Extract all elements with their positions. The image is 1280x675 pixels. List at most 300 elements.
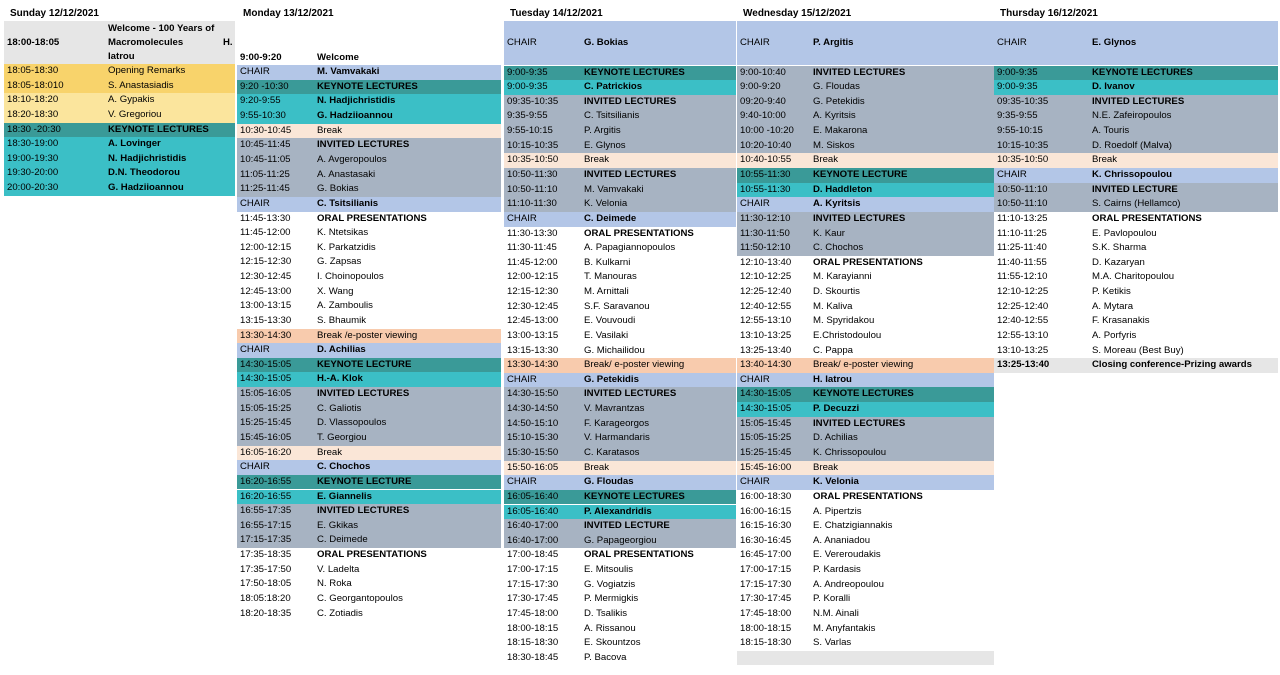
row-time: 11:30-13:30 bbox=[507, 227, 558, 239]
row-label: Break bbox=[1092, 154, 1118, 166]
schedule-row bbox=[237, 314, 501, 329]
schedule-row bbox=[237, 94, 501, 109]
schedule-row bbox=[4, 166, 235, 181]
row-label: N. Roka bbox=[317, 578, 352, 590]
row-time: 15:30-15:50 bbox=[507, 446, 559, 458]
row-label: P. Mermigkis bbox=[584, 593, 639, 605]
row-time: 9:55-10:30 bbox=[240, 110, 286, 122]
row-label: INVITED LECTURES bbox=[1092, 95, 1185, 107]
row-time: 16:45-17:00 bbox=[740, 549, 792, 561]
row-time: 18:15-18:30 bbox=[740, 637, 792, 649]
row-time: 12:25-12:40 bbox=[997, 300, 1049, 312]
row-label: F. Karageorgos bbox=[584, 417, 650, 429]
row-time: 11:45-12:00 bbox=[507, 256, 558, 268]
row-time: 20:00-20:30 bbox=[7, 182, 59, 194]
schedule-row bbox=[237, 533, 501, 548]
schedule-row bbox=[737, 578, 994, 593]
row-time: CHAIR bbox=[507, 476, 537, 488]
row-time: 9:35-9:55 bbox=[507, 110, 548, 122]
row-time: 13:10-13:25 bbox=[997, 344, 1049, 356]
schedule-row bbox=[737, 461, 994, 476]
row-time: 11:55-12:10 bbox=[997, 271, 1048, 283]
schedule-row bbox=[237, 402, 501, 417]
schedule-row bbox=[237, 270, 501, 285]
schedule-row bbox=[504, 197, 736, 212]
row-label: S. Cairns (Hellamco) bbox=[1092, 198, 1181, 210]
schedule-row bbox=[737, 95, 994, 110]
row-time: 16:30-16:45 bbox=[740, 534, 792, 546]
schedule-row bbox=[504, 270, 736, 285]
row-label: E. Vereroudakis bbox=[813, 549, 881, 561]
row-label: H.-A. Klok bbox=[317, 373, 363, 385]
day-column-1 bbox=[4, 0, 235, 675]
schedule-row bbox=[237, 592, 501, 607]
row-time: 18:05:18:20 bbox=[240, 592, 291, 604]
row-label: D. Achilias bbox=[317, 344, 366, 356]
row-label: INVITED LECTURES bbox=[813, 417, 906, 429]
row-label: G. Papageorgiou bbox=[584, 534, 657, 546]
row-time: 12:15-12:30 bbox=[507, 286, 559, 298]
schedule-row bbox=[994, 270, 1278, 285]
row-label: C. Deimede bbox=[317, 534, 368, 546]
row-label: D. Tsalikis bbox=[584, 607, 628, 619]
schedule-row bbox=[237, 299, 501, 314]
schedule-row bbox=[737, 592, 994, 607]
row-time: 13:00-13:15 bbox=[240, 300, 292, 312]
row-time: 11:40-11:55 bbox=[997, 256, 1047, 268]
schedule-row bbox=[737, 80, 994, 95]
row-label: K. Parkatzidis bbox=[317, 241, 376, 253]
row-label: KEYNOTE LECTURES bbox=[108, 123, 209, 135]
row-time: 15:50-16:05 bbox=[507, 461, 559, 473]
row-label: Break /e-poster viewing bbox=[317, 329, 418, 341]
day-header: Wednesday 15/12/2021 bbox=[743, 8, 852, 19]
schedule-row bbox=[504, 344, 736, 359]
row-label: M. Siskos bbox=[813, 139, 855, 151]
row-label: E. Gkikas bbox=[317, 519, 359, 531]
schedule-row bbox=[4, 181, 235, 196]
row-time: 15:10-15:30 bbox=[507, 432, 559, 444]
row-label: KEYNOTE LECTURE bbox=[813, 169, 908, 180]
row-label: K. Chrissopoulou bbox=[1092, 169, 1172, 180]
row-label: C. Patrickios bbox=[584, 81, 643, 93]
row-time: 9:40-10:00 bbox=[740, 110, 786, 122]
row-label: M. Kaliva bbox=[813, 300, 853, 312]
schedule-row bbox=[737, 168, 994, 183]
welcome-time: 18:00-18:05 bbox=[7, 37, 60, 48]
row-label: KEYNOTE LECTURES bbox=[317, 80, 418, 92]
row-time: 18:05-18:30 bbox=[7, 65, 59, 76]
row-label: G. Michailidou bbox=[584, 344, 645, 356]
row-label: S. Varlas bbox=[813, 637, 852, 649]
schedule-row bbox=[4, 137, 235, 152]
row-time: 12:40-12:55 bbox=[740, 300, 792, 312]
row-time: 10:15-10:35 bbox=[997, 139, 1049, 151]
row-time: 13:10-13:25 bbox=[740, 329, 792, 341]
schedule-row bbox=[737, 505, 994, 520]
row-label: D. Roedolf (Malva) bbox=[1092, 139, 1172, 151]
row-time: 10:50-11:30 bbox=[507, 169, 558, 180]
row-time: 12:45-13:00 bbox=[240, 285, 292, 297]
schedule-row bbox=[4, 108, 235, 123]
schedule-row bbox=[237, 358, 501, 373]
row-time: 16:20-16:55 bbox=[240, 490, 292, 502]
row-time: 11:10-11:25 bbox=[997, 227, 1047, 239]
row-time: 18:00-18:15 bbox=[507, 622, 559, 634]
row-label: C. Pappa bbox=[813, 344, 854, 356]
schedule-row bbox=[504, 519, 736, 534]
schedule-row bbox=[504, 431, 736, 446]
row-label: X. Wang bbox=[317, 285, 354, 297]
welcome-title-line: Iatrou bbox=[108, 51, 135, 62]
row-label: Break bbox=[317, 446, 343, 458]
row-time: 17:15-17:30 bbox=[740, 578, 792, 590]
schedule-row bbox=[737, 358, 994, 373]
row-time: 09:20-9:40 bbox=[740, 95, 786, 107]
row-time: 11:10-11:30 bbox=[507, 198, 557, 210]
row-label: S.F. Saravanou bbox=[584, 300, 650, 312]
row-time: 18:10-18:20 bbox=[7, 94, 59, 106]
row-time: 13:40-14:30 bbox=[740, 359, 792, 371]
row-time: 15:25-15:45 bbox=[740, 446, 792, 458]
welcome-block bbox=[4, 21, 235, 64]
schedule-row bbox=[237, 285, 501, 300]
row-time: 17:35-17:50 bbox=[240, 563, 292, 575]
chair-header-row bbox=[994, 21, 1278, 65]
schedule-row bbox=[737, 548, 994, 563]
row-label: E. Vasilaki bbox=[584, 329, 629, 341]
row-label: P. Alexandridis bbox=[584, 505, 652, 517]
schedule-row bbox=[737, 139, 994, 154]
row-time: 11:30-11:50 bbox=[740, 227, 790, 239]
row-time: 9:00-9:20 bbox=[240, 51, 282, 63]
row-label: P. Kardasis bbox=[813, 564, 861, 576]
row-label: P. Argitis bbox=[813, 37, 854, 48]
schedule-row bbox=[504, 95, 736, 110]
schedule-row bbox=[237, 416, 501, 431]
schedule-row bbox=[237, 607, 501, 622]
row-label: E. Mitsoulis bbox=[584, 564, 634, 576]
row-time: 12:55-13:10 bbox=[740, 315, 792, 327]
row-time: 18:05-18:010 bbox=[7, 79, 64, 91]
schedule-row bbox=[504, 373, 736, 388]
schedule-row bbox=[504, 607, 736, 622]
row-label: ORAL PRESENTATIONS bbox=[317, 212, 427, 224]
row-label: M. Vamvakaki bbox=[584, 183, 644, 195]
row-time: 14:30-15:05 bbox=[740, 388, 792, 400]
row-time: 16:05-16:20 bbox=[240, 446, 292, 458]
schedule-row bbox=[737, 153, 994, 168]
row-time: 9:00-9:35 bbox=[997, 81, 1038, 93]
row-label: T. Georgiou bbox=[317, 431, 367, 443]
schedule-row bbox=[504, 358, 736, 373]
schedule-row bbox=[737, 124, 994, 139]
row-time: 10:50-11:10 bbox=[997, 198, 1048, 210]
row-label: INVITED LECTURES bbox=[584, 95, 677, 107]
row-label: M.A. Charitopoulou bbox=[1092, 271, 1175, 283]
row-label: K. Velonia bbox=[813, 476, 859, 488]
row-time: 17:00-18:45 bbox=[507, 549, 559, 561]
row-time: 12:10-13:40 bbox=[740, 256, 792, 268]
row-label: G. Petekidis bbox=[813, 95, 865, 107]
schedule-row bbox=[504, 461, 736, 476]
row-time: 17:35-18:35 bbox=[240, 549, 292, 561]
row-time: 9:00-9:35 bbox=[507, 81, 548, 93]
row-label: C. Tsitsilianis bbox=[584, 110, 640, 122]
schedule-row bbox=[994, 124, 1278, 139]
schedule-row bbox=[237, 475, 501, 490]
schedule-row bbox=[737, 66, 994, 81]
row-label: C. Galiotis bbox=[317, 402, 362, 414]
schedule-row bbox=[237, 504, 501, 519]
row-label: G. Hadziioannou bbox=[108, 182, 184, 194]
schedule-row bbox=[504, 387, 736, 402]
schedule-row bbox=[237, 490, 501, 505]
schedule-row bbox=[737, 183, 994, 198]
row-time: 15:05-15:25 bbox=[240, 402, 292, 414]
row-time: 17:30-17:45 bbox=[507, 593, 559, 605]
schedule-row bbox=[504, 314, 736, 329]
schedule-row bbox=[237, 80, 501, 95]
row-time: 10:15-10:35 bbox=[507, 139, 559, 151]
schedule-row bbox=[504, 168, 736, 183]
schedule-row bbox=[504, 534, 736, 549]
schedule-row bbox=[237, 255, 501, 270]
row-time: 17:15-17:30 bbox=[507, 578, 559, 590]
row-label: ORAL PRESENTATIONS bbox=[813, 256, 923, 268]
row-time: 16:00-18:30 bbox=[740, 490, 792, 502]
row-time: CHAIR bbox=[740, 476, 770, 488]
schedule-row bbox=[237, 431, 501, 446]
schedule-row bbox=[504, 66, 736, 81]
schedule-row bbox=[737, 636, 994, 651]
schedule-row bbox=[504, 505, 736, 520]
row-time: 16:05-16:40 bbox=[507, 505, 559, 517]
row-time: 15:25-15:45 bbox=[240, 417, 292, 429]
welcome-title-line: Welcome - 100 Years of bbox=[108, 23, 215, 34]
schedule-row bbox=[237, 168, 501, 183]
row-time: 18:30-19:00 bbox=[7, 138, 59, 150]
row-label: G. Petekidis bbox=[584, 373, 639, 385]
schedule-row bbox=[737, 417, 994, 432]
row-time: 16:00-16:15 bbox=[740, 505, 792, 517]
row-time: 10:20-10:40 bbox=[740, 139, 792, 151]
schedule-row bbox=[737, 212, 994, 227]
row-label: Break/ e-poster viewing bbox=[813, 359, 914, 371]
row-label: D. Haddleton bbox=[813, 183, 873, 195]
row-time: 12:00-12:15 bbox=[507, 271, 559, 283]
row-time: 10:35-10:50 bbox=[997, 154, 1049, 166]
row-label: INVITED LECTURES bbox=[317, 505, 410, 517]
schedule-row bbox=[737, 622, 994, 637]
row-label: S.K. Sharma bbox=[1092, 242, 1147, 254]
schedule-row bbox=[737, 534, 994, 549]
row-time: 18:20-18:30 bbox=[7, 108, 59, 120]
row-label: E. Glynos bbox=[1092, 37, 1137, 48]
row-time: CHAIR bbox=[507, 212, 537, 224]
row-label: P. Ketikis bbox=[1092, 286, 1131, 298]
row-time: 13:25-13:40 bbox=[997, 359, 1050, 371]
day-header: Tuesday 14/12/2021 bbox=[510, 8, 603, 19]
row-label: S. Anastasiadis bbox=[108, 79, 174, 91]
schedule-row bbox=[737, 519, 994, 534]
schedule-row bbox=[504, 139, 736, 154]
row-time: 11:25-11:40 bbox=[997, 242, 1047, 254]
row-label: S. Bhaumik bbox=[317, 314, 367, 326]
schedule-row bbox=[237, 241, 501, 256]
row-time: 19:00-19:30 bbox=[7, 152, 59, 164]
row-time: 17:50-18:05 bbox=[240, 578, 292, 590]
row-label: KEYNOTE LECTURE bbox=[317, 358, 412, 370]
row-label: ORAL PRESENTATIONS bbox=[813, 490, 923, 502]
row-time: 9:55-10:15 bbox=[997, 125, 1043, 137]
schedule-row bbox=[504, 402, 736, 417]
row-time: 9:00-9:20 bbox=[740, 81, 781, 93]
row-label: N.M. Ainali bbox=[813, 607, 859, 619]
welcome-title-line: Macromolecules bbox=[108, 37, 184, 48]
schedule-row bbox=[737, 490, 994, 505]
row-time: CHAIR bbox=[507, 373, 537, 385]
schedule-row bbox=[737, 227, 994, 242]
row-label: A. Pipertzis bbox=[813, 505, 862, 517]
row-label: D. Vlassopoulos bbox=[317, 417, 387, 429]
row-time: 10:30-10:45 bbox=[240, 124, 292, 136]
row-time: 10:40-10:55 bbox=[740, 154, 792, 166]
row-label: A. Andreopoulou bbox=[813, 578, 884, 590]
row-label: D. Achilias bbox=[813, 432, 858, 444]
row-label: G. Zapsas bbox=[317, 256, 362, 268]
row-time: 10:35-10:50 bbox=[507, 154, 559, 166]
schedule-row bbox=[237, 563, 501, 578]
row-time: 13:00-13:15 bbox=[507, 329, 559, 341]
schedule-row bbox=[737, 344, 994, 359]
schedule-row bbox=[994, 344, 1278, 359]
schedule-row bbox=[737, 300, 994, 315]
schedule-row bbox=[737, 197, 994, 212]
row-time: 18:00-18:15 bbox=[740, 622, 792, 634]
schedule-row bbox=[504, 212, 736, 227]
schedule-row bbox=[504, 651, 736, 666]
schedule-row bbox=[994, 212, 1278, 227]
schedule-row bbox=[504, 80, 736, 95]
row-time: 10:50-11:10 bbox=[997, 183, 1048, 195]
schedule-row bbox=[504, 329, 736, 344]
row-label: D. Ivanov bbox=[1092, 81, 1135, 93]
row-time: 15:05-15:25 bbox=[740, 432, 792, 444]
row-label: A. Porfyris bbox=[1092, 329, 1137, 341]
row-label: E. Chatzigiannakis bbox=[813, 520, 893, 532]
row-time: 14:30-15:05 bbox=[240, 358, 292, 370]
row-label: V. Harmandaris bbox=[584, 432, 650, 444]
schedule-row bbox=[237, 329, 501, 344]
row-label: A. Papagiannopoulos bbox=[584, 242, 676, 254]
row-time: 18:20-18:35 bbox=[240, 607, 292, 619]
schedule-row bbox=[504, 563, 736, 578]
row-label: P. Koralli bbox=[813, 593, 851, 605]
row-label: M. Arnittali bbox=[584, 286, 629, 298]
row-time: 11:10-13:25 bbox=[997, 212, 1048, 224]
row-label: E.Christodoulou bbox=[813, 329, 882, 341]
schedule-row bbox=[237, 124, 501, 139]
row-label: A. Touris bbox=[1092, 125, 1130, 137]
schedule-row bbox=[994, 168, 1278, 183]
schedule-row bbox=[504, 153, 736, 168]
schedule-row bbox=[737, 651, 994, 666]
row-time: 11:30-11:45 bbox=[507, 242, 557, 254]
row-time: 9:55-10:15 bbox=[507, 125, 553, 137]
row-time: 10:50-11:10 bbox=[507, 183, 558, 195]
row-time: 10:55-11:30 bbox=[740, 183, 791, 195]
schedule-row bbox=[237, 548, 501, 563]
row-time: 14:30-14:50 bbox=[507, 403, 559, 415]
row-label: INVITED LECTURES bbox=[584, 169, 677, 180]
row-label: A. Zamboulis bbox=[317, 300, 373, 312]
row-label: A. Lovinger bbox=[108, 138, 161, 150]
schedule-row bbox=[237, 387, 501, 402]
schedule-row bbox=[994, 109, 1278, 124]
schedule-row bbox=[504, 636, 736, 651]
row-time: 12:30-12:45 bbox=[240, 271, 292, 283]
row-label: Break bbox=[813, 461, 839, 473]
row-label: D.N. Theodorou bbox=[108, 167, 180, 179]
row-label: C. Tsitsilianis bbox=[317, 197, 379, 209]
row-time: 17:00-17:15 bbox=[740, 564, 792, 576]
row-time: 11:45-13:30 bbox=[240, 212, 291, 224]
row-label: INVITED LECTURES bbox=[584, 388, 677, 400]
row-time: 14:30-15:05 bbox=[740, 403, 792, 415]
row-time: 18:30-18:45 bbox=[507, 651, 559, 663]
row-time: 9:00-9:35 bbox=[507, 66, 548, 78]
row-time: 17:45-18:00 bbox=[507, 607, 559, 619]
row-label: E. Vouvoudi bbox=[584, 315, 636, 327]
row-label: Closing conference-Prizing awards bbox=[1092, 359, 1252, 371]
schedule-row bbox=[737, 563, 994, 578]
row-label: Break bbox=[584, 154, 610, 166]
schedule-row bbox=[4, 79, 235, 94]
row-label: M. Vamvakaki bbox=[317, 66, 380, 78]
schedule-row bbox=[504, 109, 736, 124]
row-label: ORAL PRESENTATIONS bbox=[584, 227, 694, 239]
row-label: P. Bacova bbox=[584, 651, 627, 663]
schedule-row bbox=[4, 123, 235, 138]
row-label: INVITED LECTURE bbox=[1092, 183, 1178, 195]
schedule-row bbox=[504, 241, 736, 256]
row-time: 11:45-12:00 bbox=[240, 227, 291, 239]
row-time: 9:00-9:35 bbox=[997, 66, 1038, 78]
schedule-row bbox=[237, 212, 501, 227]
schedule-row bbox=[504, 227, 736, 242]
row-time: 12:25-12:40 bbox=[740, 286, 792, 298]
row-label: G. Floudas bbox=[813, 81, 860, 93]
row-label: ORAL PRESENTATIONS bbox=[1092, 212, 1202, 224]
row-label: G. Hadziioannou bbox=[317, 110, 393, 122]
row-time: 16:40-17:00 bbox=[507, 534, 559, 546]
row-time: 14:30-15:05 bbox=[240, 373, 292, 385]
schedule-row bbox=[994, 227, 1278, 242]
row-label: Break bbox=[584, 461, 610, 473]
schedule-row bbox=[994, 256, 1278, 271]
schedule-row bbox=[237, 138, 501, 153]
row-label: D. Skourtis bbox=[813, 286, 860, 298]
row-time: 11:50-12:10 bbox=[740, 242, 791, 254]
day-header: Sunday 12/12/2021 bbox=[10, 8, 99, 19]
schedule-row bbox=[237, 446, 501, 461]
row-label: K. Chrissopoulou bbox=[813, 446, 887, 458]
row-time: 9:35-9:55 bbox=[997, 110, 1038, 122]
row-label: A. Kyritsis bbox=[813, 198, 861, 210]
row-time: 10:45-11:45 bbox=[240, 139, 291, 151]
row-time: 10:00 -10:20 bbox=[740, 125, 794, 137]
